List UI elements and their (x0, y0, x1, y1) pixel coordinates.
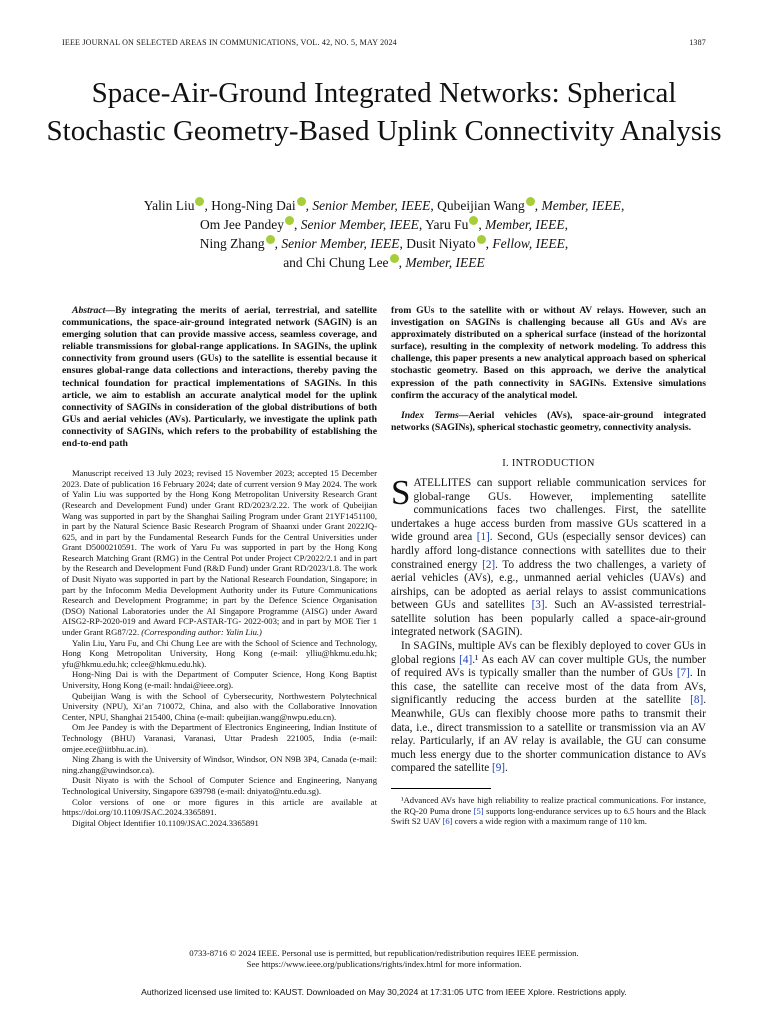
text-run: .¹ As each AV can cover multiple GUs, the number of required AVs is typically smaller than the number of GUs (391, 653, 706, 680)
author-list (60, 196, 708, 272)
intro-paragraph-2 (391, 640, 706, 776)
author-5: Ning Zhang , Senior Member, IEEE, (199, 236, 407, 251)
orcid-icon[interactable] (297, 197, 306, 206)
affiliation-2: Qubeijian Wang is with the School of Cybersecurity, Northwestern Polytechnical University (NPU), Xi’an 710072, China, and also with the Collaborative Innovation Center, NPU, Shanghai 215400, China (e-mail: qubeijian.wang@nwpu.edu.cn). (62, 690, 377, 722)
page-number: 1387 (689, 38, 706, 47)
doi-line: Digital Object Identifier 10.1109/JSAC.2024.3365891 (72, 817, 259, 828)
affiliation-4: Ning Zhang is with the University of Windsor, Windsor, ON N9B 3P4, Canada (e-mail: ning.zhang@uwindsor.ca). (62, 754, 377, 775)
journal-name: IEEE JOURNAL ON SELECTED AREAS IN COMMUNICATIONS, VOL. 42, NO. 5, MAY 2024 (62, 38, 397, 47)
author-7: and Chi Chung Lee , Member, IEEE (283, 255, 485, 270)
affiliation-3: Om Jee Pandey is with the Department of Electronics Engineering, Indian Institute of Technology (BHU) Varanasi, Varanasi, Uttar Pradesh 221005, India (e-mail: omjee.ece@iitbhu.ac.in). (62, 722, 377, 754)
affiliation-5: Dusit Niyato is with the School of Computer Science and Engineering, Nanyang Technological University, Singapore 639798 (e-mail: dniyato@ntu.edu.sg). (62, 775, 377, 796)
index-terms-label: Index Terms (401, 409, 459, 421)
orcid-icon[interactable] (477, 235, 486, 244)
footnote-1 (391, 795, 706, 827)
footnote-rule (391, 788, 491, 789)
text-run: In SAGINs, multiple AVs can be flexibly deployed to cover GUs in global regions (391, 640, 706, 666)
left-column (62, 305, 377, 828)
text-run: supports long-endurance services up to 6.5 hours and the Black Swift S2 UAV (391, 805, 706, 827)
abstract: Abstract—By integrating the merits of aerial, terrestrial, and satellite communications, the space-air-ground integrated network (SAGIN) is an emerging solution that can provide massive access, seamless coverage, and reliable transmissions for global-range applications. In SAGINs, the uplink connectivity from ground users (GUs) to the satellite is essential because it ensures global-range data collections and interactions, thereby paving the technical foundation for practical implementations of SAGINs. In this article, we aim to establish an accurate analytical model for the uplink connectivity of SAGINs in consideration of the global distributions of both GUs and aerial vehicles (AVs). Particularly, we investigate the uplink path connectivity of SAGINs, which refers to the probability of establishing the end-to-end path (62, 305, 377, 450)
index-terms: Index Terms—Aerial vehicles (AVs), space-air-ground integrated networks (SAGINs), spherical stochastic geometry, connectivity analysis. (391, 409, 706, 433)
color-figures-note[interactable]: Color versions of one or more figures in this article are available at https://doi.org/10.1109/JSAC.2024.3365891. (62, 796, 377, 818)
citation-link[interactable]: [6] (442, 816, 453, 827)
text-run: . Such an AV-assisted terrestrial-satellite solution has been popularly called a space-air-ground integrated network (SAGIN). (391, 599, 706, 639)
abstract-label: Abstract (72, 305, 106, 316)
text-run: . In this case, the satellite can receive most of the data from AVs, significantly reducing the access burden at the satellite (391, 667, 707, 707)
orcid-icon[interactable] (526, 197, 535, 206)
download-watermark: Authorized licensed use limited to: KAUST. Downloaded on May 30,2024 at 17:31:05 UTC from IEEE Xplore. Restrictions apply. (141, 987, 627, 997)
running-head (62, 38, 706, 47)
orcid-icon[interactable] (266, 235, 275, 244)
text-run: . (505, 762, 508, 775)
text-run: ATELLITES can support reliable communication services for global-range GUs. However, implementing satellite communications faces two challenges. First, the satellite undertakes a huge access burden from massive GUs scattered in a wide ground area (391, 476, 706, 544)
section-heading-introduction: I. INTRODUCTION (502, 457, 595, 469)
orcid-icon[interactable] (285, 216, 294, 225)
affiliation-0: Yalin Liu, Yaru Fu, and Chi Chung Lee are with the School of Science and Technology, Hong Kong Metropolitan University, Hong Kong (e-mail: ylliu@hkmu.edu.hk; yfu@hkmu.edu.hk; cclee@hkmu.edu.hk). (62, 637, 377, 669)
drop-cap: S (391, 472, 411, 512)
text-run: ¹Advanced AVs have high reliability to realize practical communications. For instance, the RQ-20 Puma drone (391, 795, 706, 816)
orcid-icon[interactable] (195, 197, 204, 206)
intro-paragraph-1 (391, 472, 706, 640)
manuscript-note: Manuscript received 13 July 2023; revised 15 November 2023; accepted 15 December 2023. Date of publication 16 February 2024; date of current version 9 May 2024. The work of Yalin Liu was supported by the Hong Kong Metropolitan University Research Grant (Research and Development Fund) under Grant RD/2023/2.22. The work of Qubeijian Wang was supported in part by the Shanghai Sailing Program under Grant 21YF1451100, in part by the Natural Science Basic Research Program of Shaanxi under Grant 2022JQ-625, and in part by the Fundamental Research Funds for the Central Universities under Grant D5000210591. The work of Yaru Fu was supported in part by the Hong Kong Research Matching Grant (RMG) in the Central Pot under Project CP/2022/2.1 and in part by the Research and Development Fund (R&D Fund) under Grant RD/2023/1.8. The work of Dusit Niyato was supported in part by the National Research Foundation, Singapore; in part by the Infocomm Media Development Authority under its Future Communications Research and Development Programme; in part by the Defence Science Organisation (DSO) National Laboratories under the AI Singapore Programme (AISG) under Award AISG2-RP-2020-019 and Award FCP-ASTAR-TG- 2022-003; and in part by MOE Tier 1 under Grant RG87/22. (Corresponding author: Yalin Liu.) (62, 468, 377, 638)
citation-link[interactable]: [2] (482, 558, 496, 571)
citation-link[interactable]: [1] (476, 531, 490, 544)
paper-title: Space-Air-Ground Integrated Networks: Spherical Stochastic Geometry-Based Uplink Connectivity Analysis (46, 77, 722, 147)
text-run: . To address the two challenges, a variety of aerial vehicles (AVs), e.g., unmanned aerial vehicles (UAVs) and airships, can be adopted as aerial relays to assist communications between GUs and satellites (391, 558, 706, 612)
orcid-icon[interactable] (390, 254, 399, 263)
copyright-notice: 0733-8716 © 2024 IEEE. Personal use is permitted, but republication/redistribution requires IEEE permission. See https://www.ieee.org/publications/rights/index.html for more information. (189, 948, 579, 969)
intro-paragraph-1-text (391, 472, 706, 639)
author-0: Yalin Liu , (143, 198, 212, 213)
first-page-footnotes (62, 468, 377, 828)
affiliation-1: Hong-Ning Dai is with the Department of Computer Science, Hong Kong Baptist University, Hong Kong (e-mail: hndai@ieee.org). (62, 669, 377, 690)
author-6: Dusit Niyato , Fellow, IEEE, (406, 236, 569, 251)
abstract-text-right: from GUs to the satellite with or without AV relays. However, such an investigation on SAGINs is challenging because all GUs and AVs are approximately distributed on a spherical surface (instead of the horizontal surface), resulting in the complexity of network modeling. To address this challenge, this paper presents a new analytical approach based on spherical stochastic geometry. Based on this approach, we derive the analytical expression of the path connectivity in SAGINs. Extensive simulations confirm the accuracy of the analytical model. (391, 305, 706, 401)
author-3: Om Jee Pandey , Senior Member, IEEE, (200, 217, 426, 232)
author-1: Hong-Ning Dai , Senior Member, IEEE, (211, 198, 438, 213)
text-run: covers a wide region with a maximum range of 110 km. (452, 816, 647, 827)
orcid-icon[interactable] (469, 216, 478, 225)
author-4: Yaru Fu , Member, IEEE, (425, 217, 568, 232)
citation-link[interactable]: [9] (491, 762, 506, 775)
citation-link[interactable]: [5] (473, 805, 484, 816)
right-column (391, 305, 706, 827)
abstract-text-left: By integrating the merits of aerial, terrestrial, and satellite communications, the space-air-ground integrated network (SAGIN) is an emerging solution that can provide massive access, seamless coverage, and reliable transmissions for global-range applications. In SAGINs, the uplink connectivity from ground users (GUs) to the satellite is essential because it ensures global-range data collections and interactions, thereby paving the technical foundation for practical implementations of SAGINs. In this article, we aim to establish an accurate analytical model for the uplink connectivity of SAGINs in consideration of the global distributions of both GUs and aerial vehicles (AVs). Particularly, we investigate the uplink path connectivity of SAGINs, which refers to the probability of establishing the end-to-end path (62, 305, 377, 450)
author-2: Qubeijian Wang , Member, IEEE, (437, 198, 625, 213)
text-run: . Second, GUs (especially sensor devices) can hardly afford long-distance connections with satellites due to their constrained energy (391, 531, 706, 571)
citation-link[interactable]: [3] (531, 599, 545, 612)
citation-link[interactable]: [8] (690, 694, 704, 707)
citation-link[interactable]: [4] (459, 653, 473, 666)
citation-link[interactable]: [7] (676, 667, 690, 680)
text-run: . Meanwhile, GUs can flexibly choose more paths to transmit their data, i.e., direct transmission to a satellite or transmission via an AV relay. Particularly, if an AV relay is available, the GU can consume much less energy due to the shorter communication distance to AVs compared the satellite (391, 694, 706, 775)
